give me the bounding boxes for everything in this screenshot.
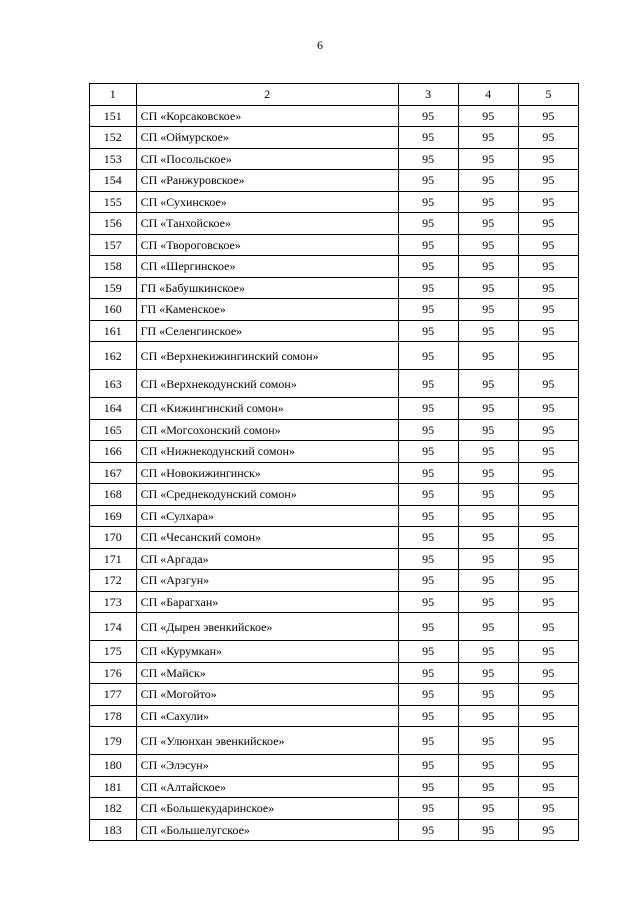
row-name-cell: ГП «Каменское» (136, 299, 398, 321)
row-value-cell: 95 (398, 662, 458, 684)
table-row (90, 591, 579, 613)
row-number-cell: 159 (90, 277, 137, 299)
row-value-cell: 95 (398, 727, 458, 755)
table-row (90, 548, 579, 570)
table-row (90, 441, 579, 463)
row-value-cell: 95 (458, 570, 518, 592)
row-number-cell: 151 (90, 105, 137, 127)
row-name-cell: СП «Шергинское» (136, 256, 398, 278)
row-value-cell: 95 (398, 342, 458, 370)
row-value-cell: 95 (458, 755, 518, 777)
table-row (90, 570, 579, 592)
row-value-cell: 95 (518, 662, 578, 684)
row-name-cell: СП «Большелугское» (136, 819, 398, 841)
row-number-cell: 155 (90, 191, 137, 213)
row-value-cell: 95 (518, 370, 578, 398)
row-value-cell: 95 (518, 591, 578, 613)
row-value-cell: 95 (458, 819, 518, 841)
row-value-cell: 95 (518, 277, 578, 299)
table-row (90, 613, 579, 641)
row-number-cell: 167 (90, 462, 137, 484)
row-value-cell: 95 (398, 419, 458, 441)
row-value-cell: 95 (518, 705, 578, 727)
row-name-cell: СП «Дырен эвенкийское» (136, 613, 398, 641)
row-value-cell: 95 (518, 398, 578, 420)
row-value-cell: 95 (518, 342, 578, 370)
row-value-cell: 95 (458, 705, 518, 727)
row-value-cell: 95 (398, 755, 458, 777)
row-number-cell: 177 (90, 684, 137, 706)
row-name-cell: СП «Нижнекодунский сомон» (136, 441, 398, 463)
row-value-cell: 95 (458, 441, 518, 463)
row-value-cell: 95 (398, 398, 458, 420)
row-name-cell: СП «Сухинское» (136, 191, 398, 213)
row-value-cell: 95 (398, 505, 458, 527)
row-name-cell: СП «Могойто» (136, 684, 398, 706)
table-row (90, 505, 579, 527)
row-name-cell: СП «Барагхан» (136, 591, 398, 613)
row-value-cell: 95 (458, 662, 518, 684)
row-number-cell: 164 (90, 398, 137, 420)
row-value-cell: 95 (458, 398, 518, 420)
row-value-cell: 95 (398, 105, 458, 127)
row-name-cell: СП «Верхнекодунский сомон» (136, 370, 398, 398)
row-value-cell: 95 (398, 191, 458, 213)
table-row (90, 127, 579, 149)
row-name-cell: СП «Улюнхан эвенкийское» (136, 727, 398, 755)
row-value-cell: 95 (518, 819, 578, 841)
row-name-cell: СП «Оймурское» (136, 127, 398, 149)
row-number-cell: 174 (90, 613, 137, 641)
row-number-cell: 153 (90, 148, 137, 170)
row-number-cell: 152 (90, 127, 137, 149)
row-number-cell: 160 (90, 299, 137, 321)
row-value-cell: 95 (458, 548, 518, 570)
table-row (90, 419, 579, 441)
row-value-cell: 95 (398, 277, 458, 299)
header-cell: 5 (518, 84, 578, 106)
row-value-cell: 95 (458, 342, 518, 370)
row-number-cell: 169 (90, 505, 137, 527)
header-cell: 1 (90, 84, 137, 106)
row-name-cell: ГП «Бабушкинское» (136, 277, 398, 299)
row-value-cell: 95 (458, 256, 518, 278)
header-cell: 2 (136, 84, 398, 106)
row-value-cell: 95 (518, 127, 578, 149)
table-row (90, 148, 579, 170)
table-row (90, 398, 579, 420)
row-value-cell: 95 (458, 776, 518, 798)
row-value-cell: 95 (518, 570, 578, 592)
row-value-cell: 95 (458, 505, 518, 527)
row-value-cell: 95 (458, 234, 518, 256)
row-value-cell: 95 (398, 641, 458, 663)
row-value-cell: 95 (458, 320, 518, 342)
row-number-cell: 156 (90, 213, 137, 235)
row-value-cell: 95 (458, 419, 518, 441)
row-number-cell: 175 (90, 641, 137, 663)
row-number-cell: 171 (90, 548, 137, 570)
row-value-cell: 95 (458, 191, 518, 213)
header-cell: 3 (398, 84, 458, 106)
row-value-cell: 95 (518, 776, 578, 798)
table-row (90, 105, 579, 127)
table-row (90, 277, 579, 299)
row-value-cell: 95 (458, 105, 518, 127)
row-value-cell: 95 (518, 299, 578, 321)
row-number-cell: 181 (90, 776, 137, 798)
row-name-cell: СП «Новокижингинск» (136, 462, 398, 484)
table-row (90, 684, 579, 706)
row-value-cell: 95 (518, 548, 578, 570)
header-cell: 4 (458, 84, 518, 106)
row-value-cell: 95 (518, 105, 578, 127)
row-value-cell: 95 (518, 527, 578, 549)
row-value-cell: 95 (398, 148, 458, 170)
table-row (90, 191, 579, 213)
table-row (90, 462, 579, 484)
row-number-cell: 170 (90, 527, 137, 549)
row-number-cell: 158 (90, 256, 137, 278)
row-value-cell: 95 (518, 234, 578, 256)
row-value-cell: 95 (458, 684, 518, 706)
table-row (90, 641, 579, 663)
row-name-cell: СП «Твороговское» (136, 234, 398, 256)
row-name-cell: СП «Среднекодунский сомон» (136, 484, 398, 506)
row-value-cell: 95 (458, 798, 518, 820)
row-value-cell: 95 (398, 441, 458, 463)
table-row (90, 320, 579, 342)
table-row (90, 819, 579, 841)
row-value-cell: 95 (398, 127, 458, 149)
row-number-cell: 168 (90, 484, 137, 506)
row-value-cell: 95 (458, 370, 518, 398)
row-value-cell: 95 (518, 505, 578, 527)
row-value-cell: 95 (398, 320, 458, 342)
row-number-cell: 166 (90, 441, 137, 463)
row-number-cell: 180 (90, 755, 137, 777)
table-row (90, 256, 579, 278)
row-number-cell: 163 (90, 370, 137, 398)
row-name-cell: СП «Посольское» (136, 148, 398, 170)
table-body (90, 84, 579, 841)
row-value-cell: 95 (458, 727, 518, 755)
row-value-cell: 95 (518, 320, 578, 342)
row-value-cell: 95 (398, 170, 458, 192)
row-value-cell: 95 (398, 548, 458, 570)
row-value-cell: 95 (398, 299, 458, 321)
row-name-cell: СП «Сахули» (136, 705, 398, 727)
row-value-cell: 95 (398, 370, 458, 398)
table-row (90, 727, 579, 755)
row-number-cell: 162 (90, 342, 137, 370)
table-row (90, 798, 579, 820)
row-name-cell: СП «Элэсун» (136, 755, 398, 777)
row-value-cell: 95 (398, 684, 458, 706)
row-name-cell: СП «Ранжуровское» (136, 170, 398, 192)
row-value-cell: 95 (458, 277, 518, 299)
row-number-cell: 178 (90, 705, 137, 727)
row-number-cell: 182 (90, 798, 137, 820)
row-number-cell: 173 (90, 591, 137, 613)
table-row (90, 299, 579, 321)
row-number-cell: 157 (90, 234, 137, 256)
row-value-cell: 95 (458, 462, 518, 484)
row-value-cell: 95 (458, 299, 518, 321)
row-value-cell: 95 (398, 776, 458, 798)
row-value-cell: 95 (518, 191, 578, 213)
row-value-cell: 95 (458, 591, 518, 613)
row-value-cell: 95 (398, 213, 458, 235)
table-row (90, 484, 579, 506)
row-value-cell: 95 (458, 170, 518, 192)
row-name-cell: СП «Сулхара» (136, 505, 398, 527)
row-name-cell: СП «Курумкан» (136, 641, 398, 663)
row-value-cell: 95 (398, 705, 458, 727)
row-value-cell: 95 (518, 641, 578, 663)
row-value-cell: 95 (458, 641, 518, 663)
row-value-cell: 95 (398, 484, 458, 506)
row-value-cell: 95 (398, 798, 458, 820)
row-name-cell: СП «Большекударинское» (136, 798, 398, 820)
row-value-cell: 95 (518, 148, 578, 170)
table-row (90, 342, 579, 370)
row-value-cell: 95 (458, 213, 518, 235)
row-number-cell: 161 (90, 320, 137, 342)
row-value-cell: 95 (458, 148, 518, 170)
row-value-cell: 95 (518, 441, 578, 463)
page-number: 6 (317, 38, 323, 52)
row-name-cell: СП «Могсохонский сомон» (136, 419, 398, 441)
row-value-cell: 95 (398, 570, 458, 592)
row-value-cell: 95 (398, 591, 458, 613)
row-value-cell: 95 (398, 613, 458, 641)
row-name-cell: СП «Аргада» (136, 548, 398, 570)
table-row (90, 370, 579, 398)
row-name-cell: СП «Корсаковское» (136, 105, 398, 127)
row-value-cell: 95 (398, 462, 458, 484)
row-number-cell: 154 (90, 170, 137, 192)
row-number-cell: 176 (90, 662, 137, 684)
row-value-cell: 95 (458, 613, 518, 641)
row-value-cell: 95 (518, 462, 578, 484)
row-number-cell: 165 (90, 419, 137, 441)
row-value-cell: 95 (518, 419, 578, 441)
row-name-cell: СП «Верхнекижингинский сомон» (136, 342, 398, 370)
row-value-cell: 95 (518, 170, 578, 192)
row-number-cell: 183 (90, 819, 137, 841)
table-row (90, 705, 579, 727)
table-row (90, 776, 579, 798)
row-value-cell: 95 (518, 755, 578, 777)
row-value-cell: 95 (458, 127, 518, 149)
table-row (90, 234, 579, 256)
data-table (89, 83, 579, 841)
row-value-cell: 95 (398, 819, 458, 841)
row-name-cell: СП «Танхойское» (136, 213, 398, 235)
row-value-cell: 95 (458, 527, 518, 549)
table-row (90, 662, 579, 684)
table-header-row (90, 84, 579, 106)
row-name-cell: СП «Майск» (136, 662, 398, 684)
row-name-cell: СП «Чесанский сомон» (136, 527, 398, 549)
row-number-cell: 179 (90, 727, 137, 755)
row-number-cell: 172 (90, 570, 137, 592)
row-value-cell: 95 (518, 798, 578, 820)
row-name-cell: СП «Алтайское» (136, 776, 398, 798)
row-value-cell: 95 (518, 727, 578, 755)
table-row (90, 170, 579, 192)
row-value-cell: 95 (398, 256, 458, 278)
table-row (90, 527, 579, 549)
table-row (90, 213, 579, 235)
row-value-cell: 95 (398, 234, 458, 256)
table-row (90, 755, 579, 777)
row-value-cell: 95 (398, 527, 458, 549)
row-value-cell: 95 (518, 484, 578, 506)
row-name-cell: ГП «Селенгинское» (136, 320, 398, 342)
row-value-cell: 95 (518, 213, 578, 235)
row-value-cell: 95 (458, 484, 518, 506)
row-value-cell: 95 (518, 684, 578, 706)
row-value-cell: 95 (518, 256, 578, 278)
row-value-cell: 95 (518, 613, 578, 641)
row-name-cell: СП «Кижингинский сомон» (136, 398, 398, 420)
row-name-cell: СП «Арзгун» (136, 570, 398, 592)
